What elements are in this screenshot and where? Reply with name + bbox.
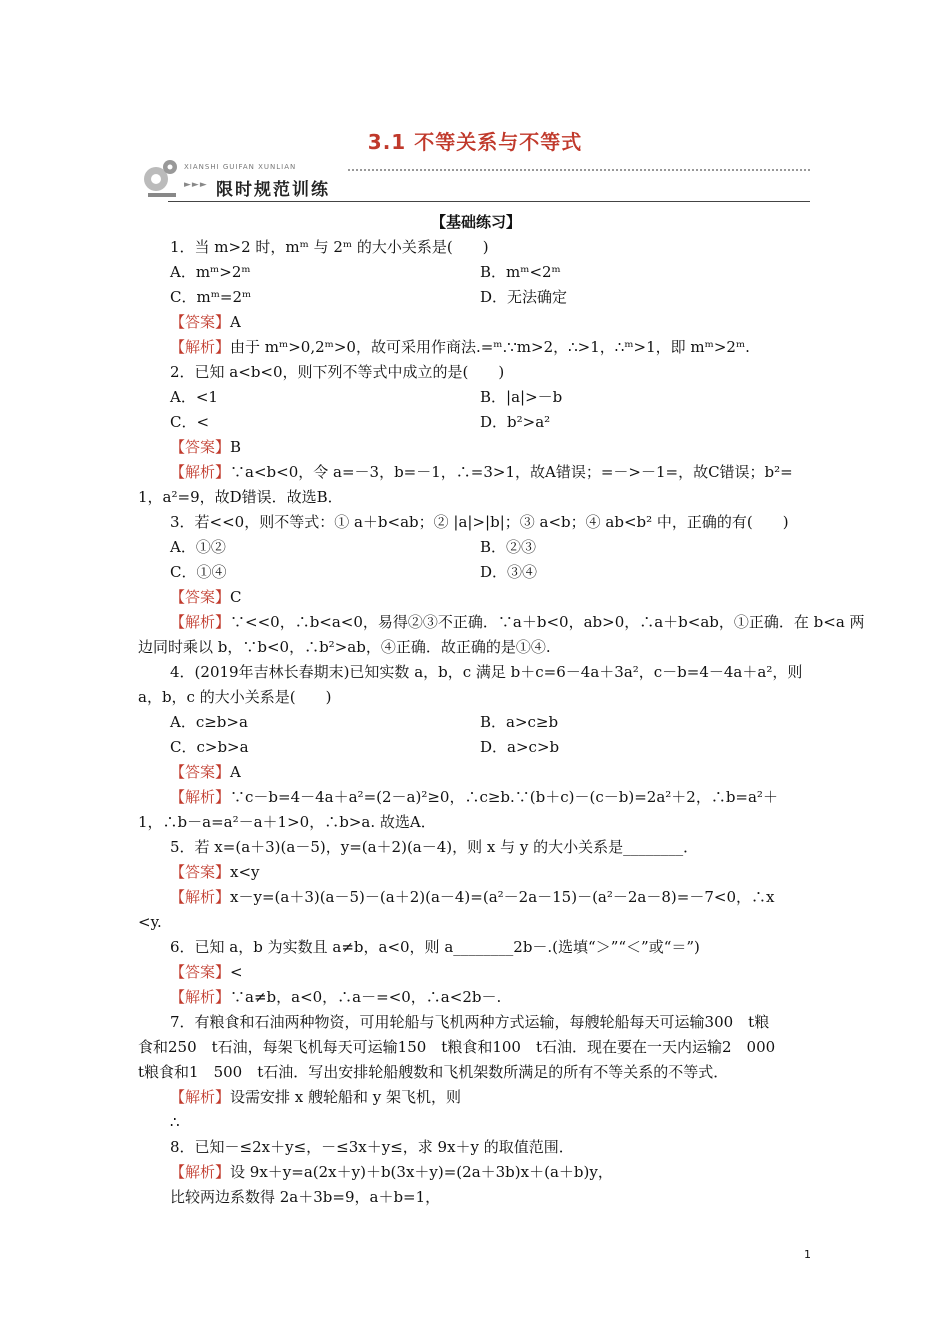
text-line [138,910,814,935]
line-text: 2．已知 a<b<0，则下列不等式中成立的是( ) [170,363,505,381]
gear-decoration-icon [140,157,180,201]
answer-line [138,885,814,910]
options-row [138,260,814,285]
line-text: 由于 mᵐ>0,2ᵐ>0，故可采用作商法.=ᵐ.∵m>2，∴>1，∴ᵐ>1，即 mᵐ>2ᵐ. [230,338,750,356]
answer-tag: 【解析】 [170,1163,231,1181]
answer-line [138,610,865,635]
options-row [138,285,814,310]
option-text: A．①② [170,538,226,556]
answer-tag: 【解析】 [170,463,231,481]
answer-tag: 【解析】 [170,338,231,356]
answer-line [138,1160,814,1185]
page-title: 3.1 不等关系与不等式 [367,130,583,154]
banner-dotted-rule [348,169,810,171]
text-line [138,1035,814,1060]
line-text: <y. [138,913,162,931]
answer-line [138,860,814,885]
answer-tag: 【答案】 [170,588,231,606]
answer-line [138,960,814,985]
answer-line [138,760,814,785]
options-row [138,735,814,760]
answer-tag: 【答案】 [170,863,231,881]
text-line [138,485,814,510]
line-list [138,235,865,1210]
line-text: 设 9x＋y=a(2x＋y)＋b(3x＋y)=(2a＋3b)x＋(a＋b)y， [230,1163,613,1181]
option-text: C．< [170,413,210,431]
option-text: D．无法确定 [480,288,568,306]
section-heading: 【基础练习】 [430,213,521,231]
option-text: C．①④ [170,563,227,581]
line-text: ∴ [170,1113,180,1131]
answer-tag: 【解析】 [170,1088,231,1106]
line-text: 比较两边系数得 2a＋3b=9，a＋b=1， [170,1188,441,1206]
answer-tag: 【解析】 [170,788,231,806]
banner-label: 限时规范训练 [216,180,330,200]
answer-tag: 【解析】 [170,613,231,631]
option-text: D．③④ [480,563,538,581]
text-line [138,935,814,960]
answer-line [138,460,814,485]
arrow-icon: ►►► [184,180,208,190]
answer-line [138,985,814,1010]
options-row [138,710,814,735]
line-text: A [230,313,241,331]
line-text: 3．若<<0，则不等式：① a＋b<ab；② |a|>|b|；③ a<b；④ ab<b² 中，正确的有( ) [170,513,789,531]
line-text: 1．当 m>2 时，mᵐ 与 2ᵐ 的大小关系是( ) [170,238,489,256]
text-line [138,235,814,260]
text-line [138,835,814,860]
answer-tag: 【答案】 [170,313,231,331]
answer-tag: 【解析】 [170,888,231,906]
option-text: A．<1 [170,388,218,406]
text-line [138,1060,814,1085]
option-text: B．mᵐ<2ᵐ [480,263,561,281]
line-text: 食和250 t石油，每架飞机每天可运输150 t粮食和100 t石油．现在要在一天内运输2 000 [138,1038,776,1056]
line-text: C [230,588,242,606]
line-text: A [230,763,241,781]
answer-tag: 【解析】 [170,988,231,1006]
answer-line [138,785,814,810]
text-line [138,1010,814,1035]
line-text: B [230,438,242,456]
option-text: A．mᵐ>2ᵐ [170,263,251,281]
banner-rule [168,201,810,202]
answer-tag: 【答案】 [170,763,231,781]
options-row [138,535,814,560]
text-line [138,685,814,710]
option-text: C．mᵐ=2ᵐ [170,288,252,306]
option-text: B．a>c≥b [480,713,559,731]
line-text: x－y=(a＋3)(a－5)－(a＋2)(a－4)=(a²－2a－15)－(a²－2a－8)=－7<0，∴x [230,888,775,906]
line-text: 8．已知－≤2x＋y≤，－≤3x＋y≤，求 9x＋y 的取值范围． [170,1138,574,1156]
text-line [138,660,814,685]
text-line [138,510,814,535]
answer-line [138,435,814,460]
options-row [138,385,814,410]
line-text: ∵c－b=4－4a＋a²=(2－a)²≥0，∴c≥b.∵(b＋c)－(c－b)=2a²＋2，∴b=a²＋ [230,788,778,806]
text-line [138,1135,814,1160]
line-text: a，b，c 的大小关系是( ) [138,688,332,706]
answer-line [138,310,814,335]
answer-line [138,335,814,360]
document-body [138,210,865,1210]
answer-line [138,585,814,610]
line-text: 1，∴b－a=a²－a＋1>0，∴b>a. 故选A． [138,813,436,831]
option-text: C．c>b>a [170,738,249,756]
line-text: 5．若 x=(a＋3)(a－5)，y=(a＋2)(a－4)，则 x 与 y 的大小关系是________． [170,838,699,856]
line-text: ∵a<b<0，令 a=－3，b=－1，∴=3>1，故A错误；=－>－1=，故C错误；b²= [230,463,793,481]
line-text: ∵<<0，∴b<a<0，易得②③不正确．∵a＋b<0，ab>0，∴a＋b<ab，①正确．在 b<a 两 [230,613,865,631]
text-line [138,635,814,660]
option-text: A．c≥b>a [170,713,248,731]
line-text: 设需安排 x 艘轮船和 y 架飞机，则 [230,1088,462,1106]
page-number: 1 [804,1248,811,1261]
line-text: 1，a²=9，故D错误．故选B． [138,488,343,506]
line-text: t粮食和1 500 t石油．写出安排轮船艘数和飞机架数所满足的所有不等关系的不等式． [138,1063,729,1081]
line-text: x<y [230,863,260,881]
option-text: B．②③ [480,538,537,556]
line-text: 7．有粮食和石油两种物资，可用轮船与飞机两种方式运输，每艘轮船每天可运输300 t粮 [170,1013,770,1031]
line-text: ∵a≠b，a<0，∴a－=<0，∴a<2b－. [230,988,502,1006]
line-text: 6．已知 a，b 为实数且 a≠b，a<0，则 a________2b－.(选填“＞”“＜”或“＝”) [170,938,700,956]
line-text: 边同时乘以 b，∵b<0，∴b²>ab，④正确．故正确的是①④. [138,638,551,656]
text-line [138,360,814,385]
section-banner [138,157,810,205]
options-row [138,410,814,435]
banner-pinyin: XIANSHI GUIFAN XUNLIAN [184,163,297,171]
text-line [138,1185,814,1210]
option-text: D．b²>a² [480,413,551,431]
options-row [138,560,814,585]
option-text: B．|a|>－b [480,388,563,406]
text-line [138,810,814,835]
answer-tag: 【答案】 [170,438,231,456]
answer-tag: 【答案】 [170,963,231,981]
line-text: 4．(2019年吉林长春期末)已知实数 a，b，c 满足 b＋c=6－4a＋3a²，c－b=4－4a＋a²，则 [170,663,803,681]
text-line [138,1110,814,1135]
option-text: D．a>c>b [480,738,560,756]
line-text: < [230,963,243,981]
answer-line [138,1085,814,1110]
